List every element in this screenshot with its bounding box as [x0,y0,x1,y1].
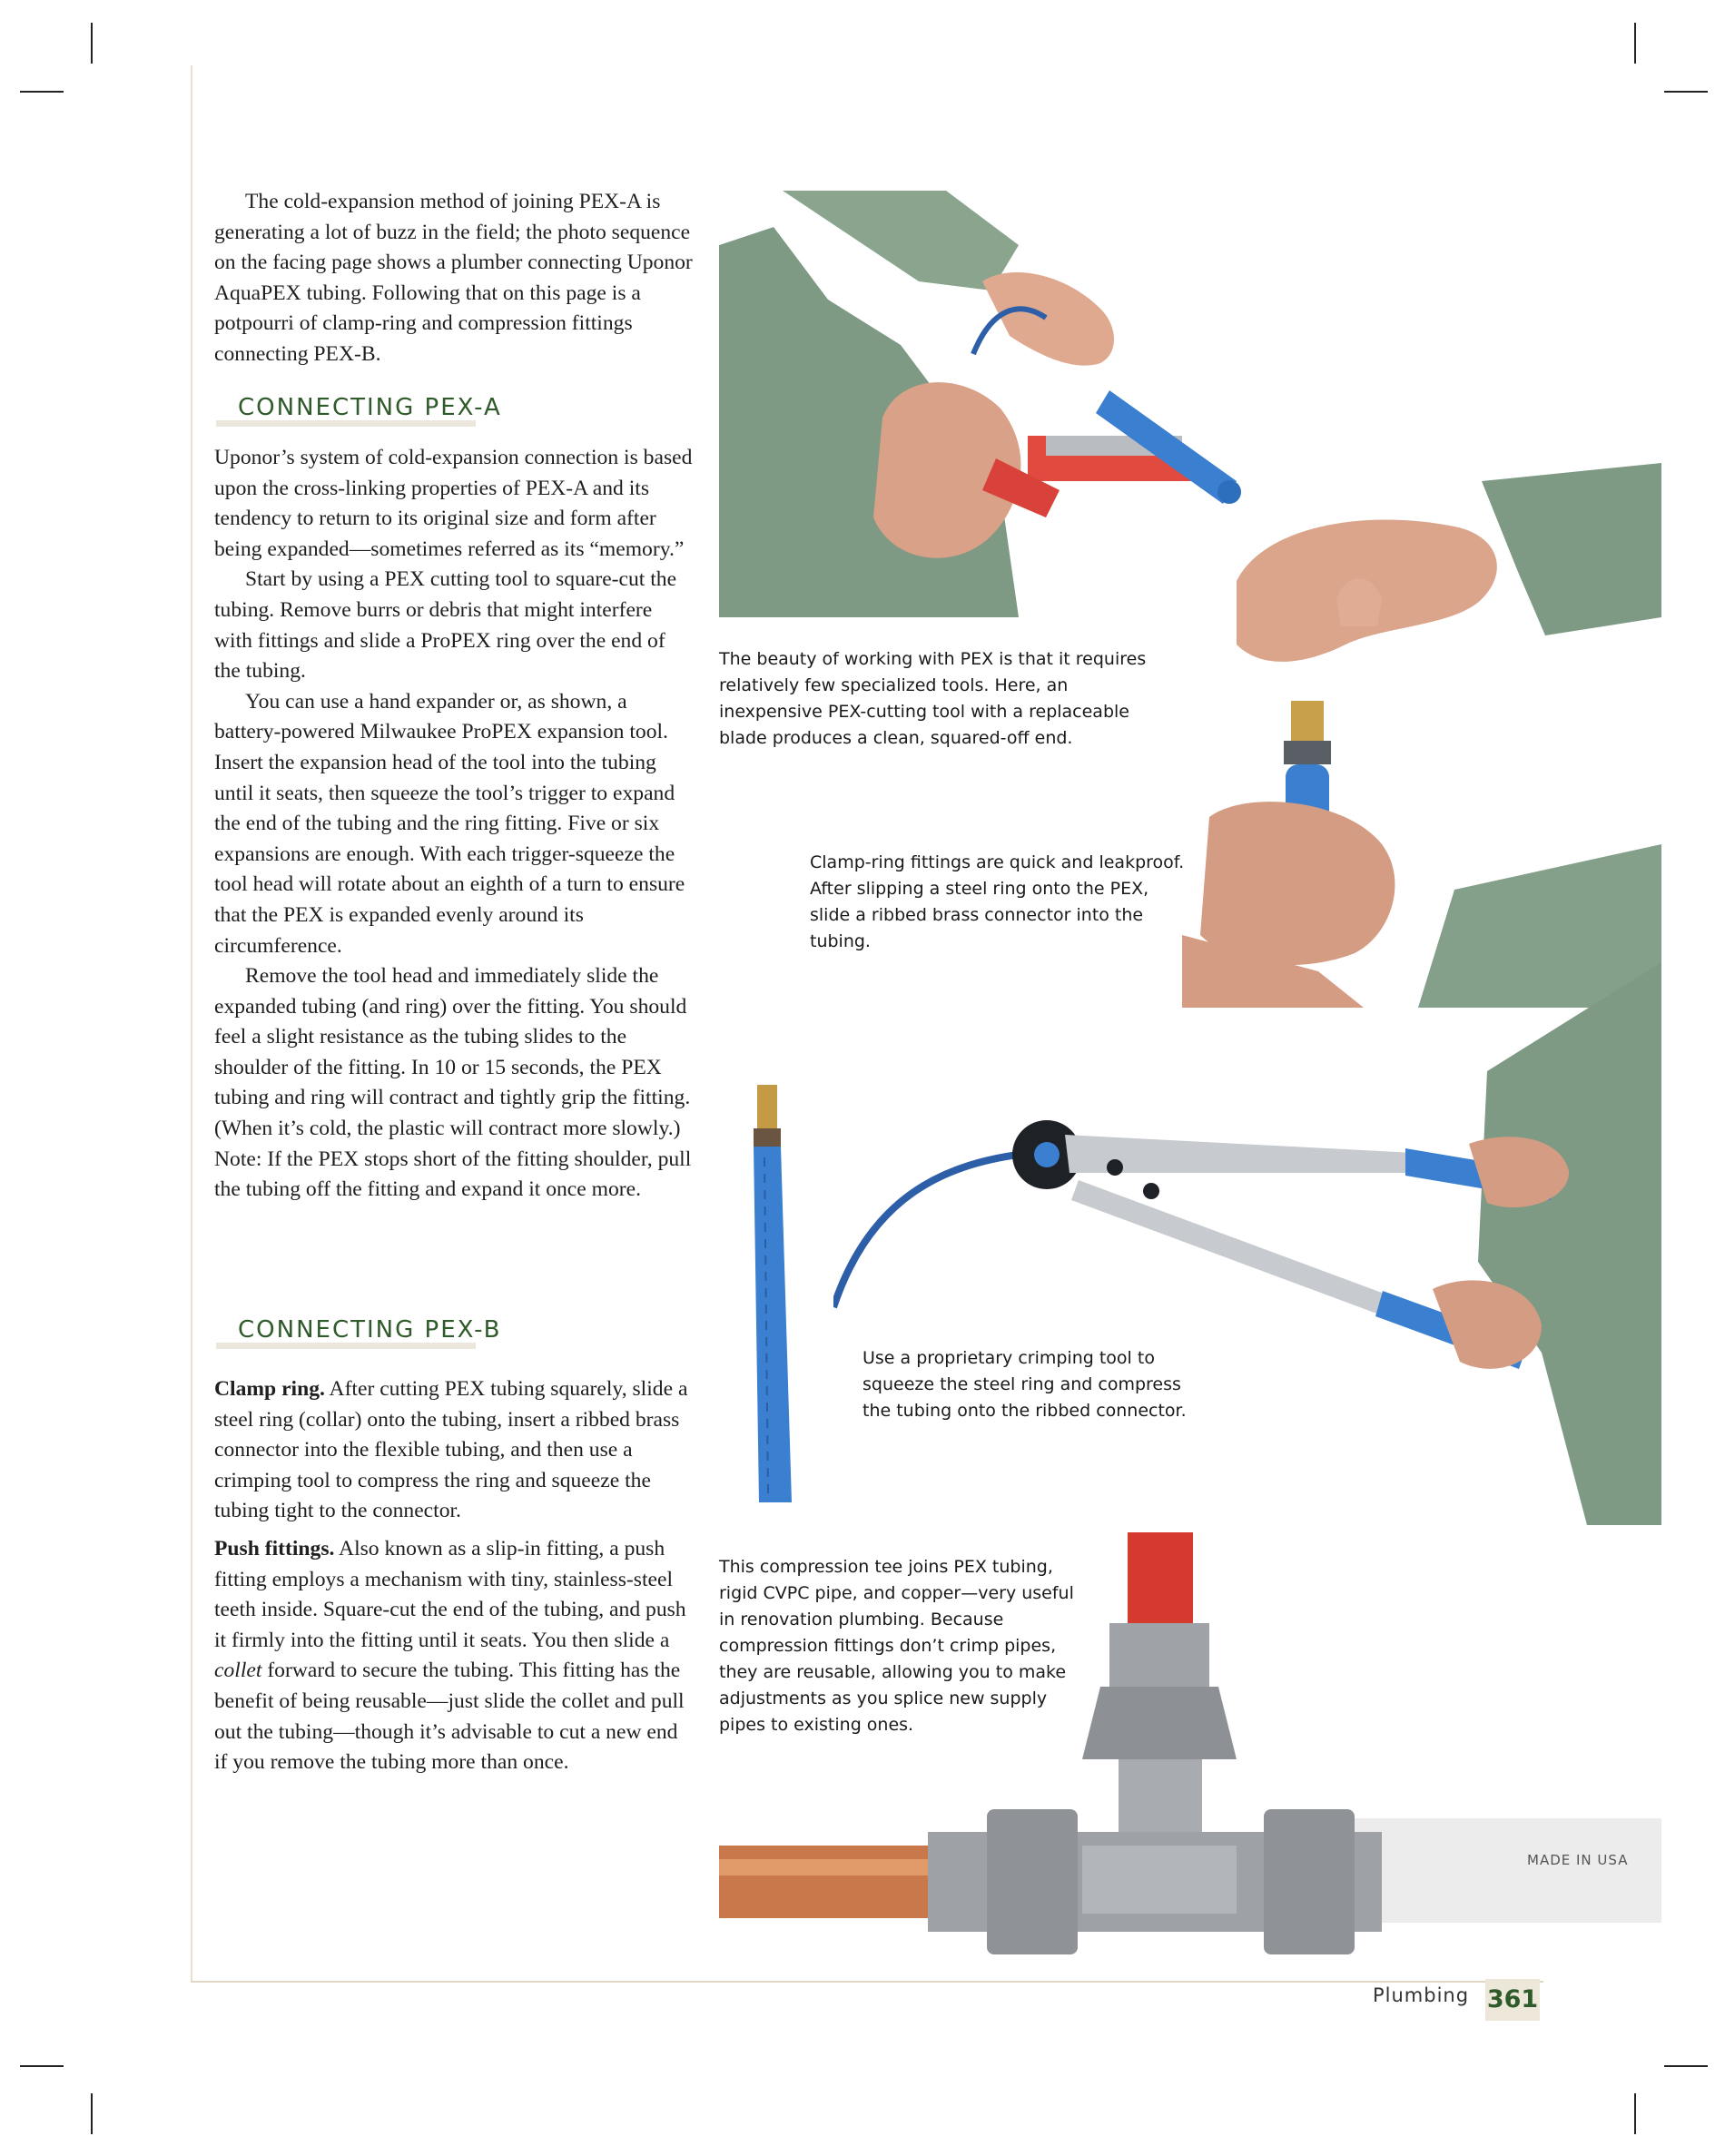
crop-mark [20,2065,64,2067]
photo-clamp-ring [1182,463,1661,1008]
crop-mark [1664,91,1708,93]
pex-a-paragraph: Uponor’s system of cold-expansion connection is based upon the cross-linking properties of PEX-A and its tendency to return to its original size and form after being expanded—sometimes referred as its “memory.” [214,446,693,561]
margin-rule [191,65,192,1981]
section-pex-b-body [214,1374,695,1778]
heading-connecting-pex-a: CONNECTING PEX-A [216,394,476,427]
footer-section-name: Plumbing [1373,1984,1470,2006]
clamp-ring-paragraph: Clamp ring. After cutting PEX tubing squarely, slide a steel ring (collar) onto the tubing, insert a ribbed brass connector into the flexible tubing, and then use a crimping tool to compress the ring and squeeze the tubing tight to the connector. [214,1377,688,1523]
caption-clamp-ring: Clamp-ring fittings are quick and leakproof. After slipping a steel ring onto the PEX, slide a ribbed brass connector into the tubing. [810,852,1185,951]
caption-compression: This compression tee joins PEX tubing, rigid CVPC pipe, and copper—very useful in renovation plumbing. Because compression fittings don’t crimp pipes, they are reusable, allowing you to make adjustments as you splice new supply pipes to existing ones. [719,1557,1074,1735]
crop-mark [91,2093,93,2134]
heading-underline [216,1343,476,1349]
clamp-ring-illustration [1182,463,1661,1008]
photo-crimping-tool [833,962,1661,1525]
crop-mark [20,91,64,93]
crimping-tool-illustration [833,962,1661,1525]
heading-connecting-pex-b: CONNECTING PEX-B [216,1316,476,1349]
pex-a-paragraph: You can use a hand expander or, as shown, a battery-powered Milwaukee ProPEX expansion tool. Insert the expansion head of the tool into the tubing until it seats, then squeeze the tool’s trigger to expand the end of the tubing and the ring fitting. Five or six expansions are enough. With each trigger-squeeze the tool head will rotate about an eighth of a turn to ensure that the PEX is expanded evenly around its circumference. [214,689,685,958]
heading-underline [216,420,476,427]
page-number: 361 [1485,1979,1540,2021]
crop-mark [1634,2093,1636,2134]
section-pex-a-body [214,443,695,1206]
made-in-usa-print: MADE IN USA [1527,1852,1629,1868]
pex-tube-illustration [741,1085,806,1502]
crop-mark [1664,2065,1708,2067]
intro-paragraph: The cold-expansion method of joining PEX-A is generating a lot of buzz in the field; the photo sequence on the facing page shows a plumber connecting Uponor AquaPEX tubing. Following that on this page is a potpourri of clamp-ring and compression fittings connecting PEX-B. [214,190,693,366]
crop-mark [1634,23,1636,64]
footer-rule [191,1981,1543,1983]
photo-pex-tube [741,1085,806,1502]
caption-cutter: The beauty of working with PEX is that it requires relatively few specialized tools. Here, an inexpensive PEX-cutting tool with a replaceable blade produces a clean, squared-off end. [719,649,1147,748]
pex-a-paragraph: Remove the tool head and immediately slide the expanded tubing (and ring) over the fitting. You should feel a slight resistance as the tubing slides to the shoulder of the fitting. In 10 or 15 seconds, the PEX tubing and ring will contract and tightly grip the fitting. (When it’s cold, the plastic will contract more slowly.) Note: If the PEX stops short of the fitting shoulder, pull the tubing off the fitting and expand it once more. [214,964,692,1202]
caption-crimp: Use a proprietary crimping tool to squeeze the steel ring and compress the tubing onto the ribbed connector. [862,1348,1187,1421]
crop-mark [91,23,93,64]
push-fittings-paragraph: Push fittings. Also known as a slip-in fitting, a push fitting employs a mechanism with tiny, stainless-steel teeth inside. Square-cut the end of the tubing, and push it firmly into the fitting until it seats. You then slide a collet forward to secure the tubing. This fitting has the benefit of being reusable—just slide the collet and pull out the tubing—though it’s advisable to cut a new end if you remove the tubing more than once. [214,1536,686,1775]
pex-a-paragraph: Start by using a PEX cutting tool to square-cut the tubing. Remove burrs or debris that might interfere with fittings and slide a ProPEX ring over the end of the tubing. [214,567,677,684]
